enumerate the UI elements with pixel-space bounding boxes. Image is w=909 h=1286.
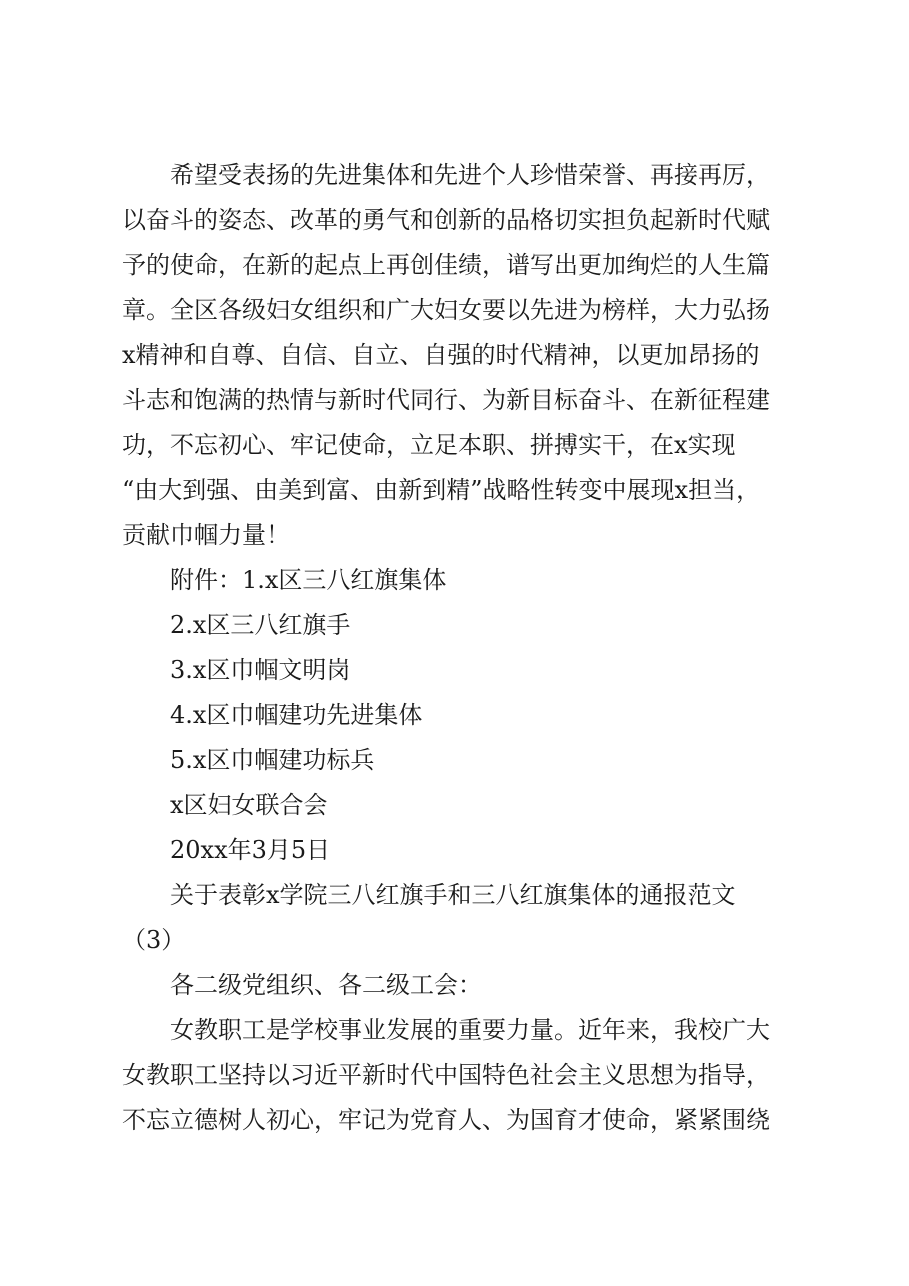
signature-organization: x区妇女联合会 (170, 791, 328, 819)
attachment-line: 附件：1.x区三八红旗集体 (170, 566, 447, 594)
paragraph-line: x精神和自尊、自信、自立、自强的时代精神，以更加昂扬的 (122, 341, 760, 369)
paragraph-line: 予的使命，在新的起点上再创佳绩，谱写出更加绚烂的人生篇 (122, 251, 770, 279)
section-title-suffix: （3） (122, 926, 186, 954)
paragraph-line: 女教职工坚持以习近平新时代中国特色社会主义思想为指导， (122, 1061, 770, 1089)
salutation: 各二级党组织、各二级工会： (170, 971, 482, 999)
signature-date: 20xx年3月5日 (170, 836, 331, 864)
attachment-item: 5.x区巾帼建功标兵 (170, 746, 375, 774)
paragraph-line: 希望受表扬的先进集体和先进个人珍惜荣誉、再接再厉， (170, 161, 770, 189)
paragraph-line: 斗志和饱满的热情与新时代同行、为新目标奋斗、在新征程建 (122, 386, 770, 414)
section-title: 关于表彰x学院三八红旗手和三八红旗集体的通报范文 (170, 881, 736, 909)
attachment-item: 4.x区巾帼建功先进集体 (170, 701, 423, 729)
paragraph-line: 以奋斗的姿态、改革的勇气和创新的品格切实担负起新时代赋 (122, 206, 770, 234)
attachment-item: 3.x区巾帼文明岗 (170, 656, 351, 684)
paragraph-line: “由大到强、由美到富、由新到精”战略性转变中展现x担当， (122, 476, 761, 504)
paragraph-line: 功，不忘初心、牢记使命，立足本职、拼搏实干，在x实现 (122, 431, 736, 459)
paragraph-line: 贡献巾帼力量！ (122, 521, 290, 549)
attachment-item: 2.x区三八红旗手 (170, 611, 351, 639)
paragraph-line: 章。全区各级妇女组织和广大妇女要以先进为榜样，大力弘扬 (122, 296, 770, 324)
paragraph-line: 女教职工是学校事业发展的重要力量。近年来，我校广大 (170, 1016, 770, 1044)
paragraph-line: 不忘立德树人初心，牢记为党育人、为国育才使命，紧紧围绕 (122, 1106, 770, 1134)
